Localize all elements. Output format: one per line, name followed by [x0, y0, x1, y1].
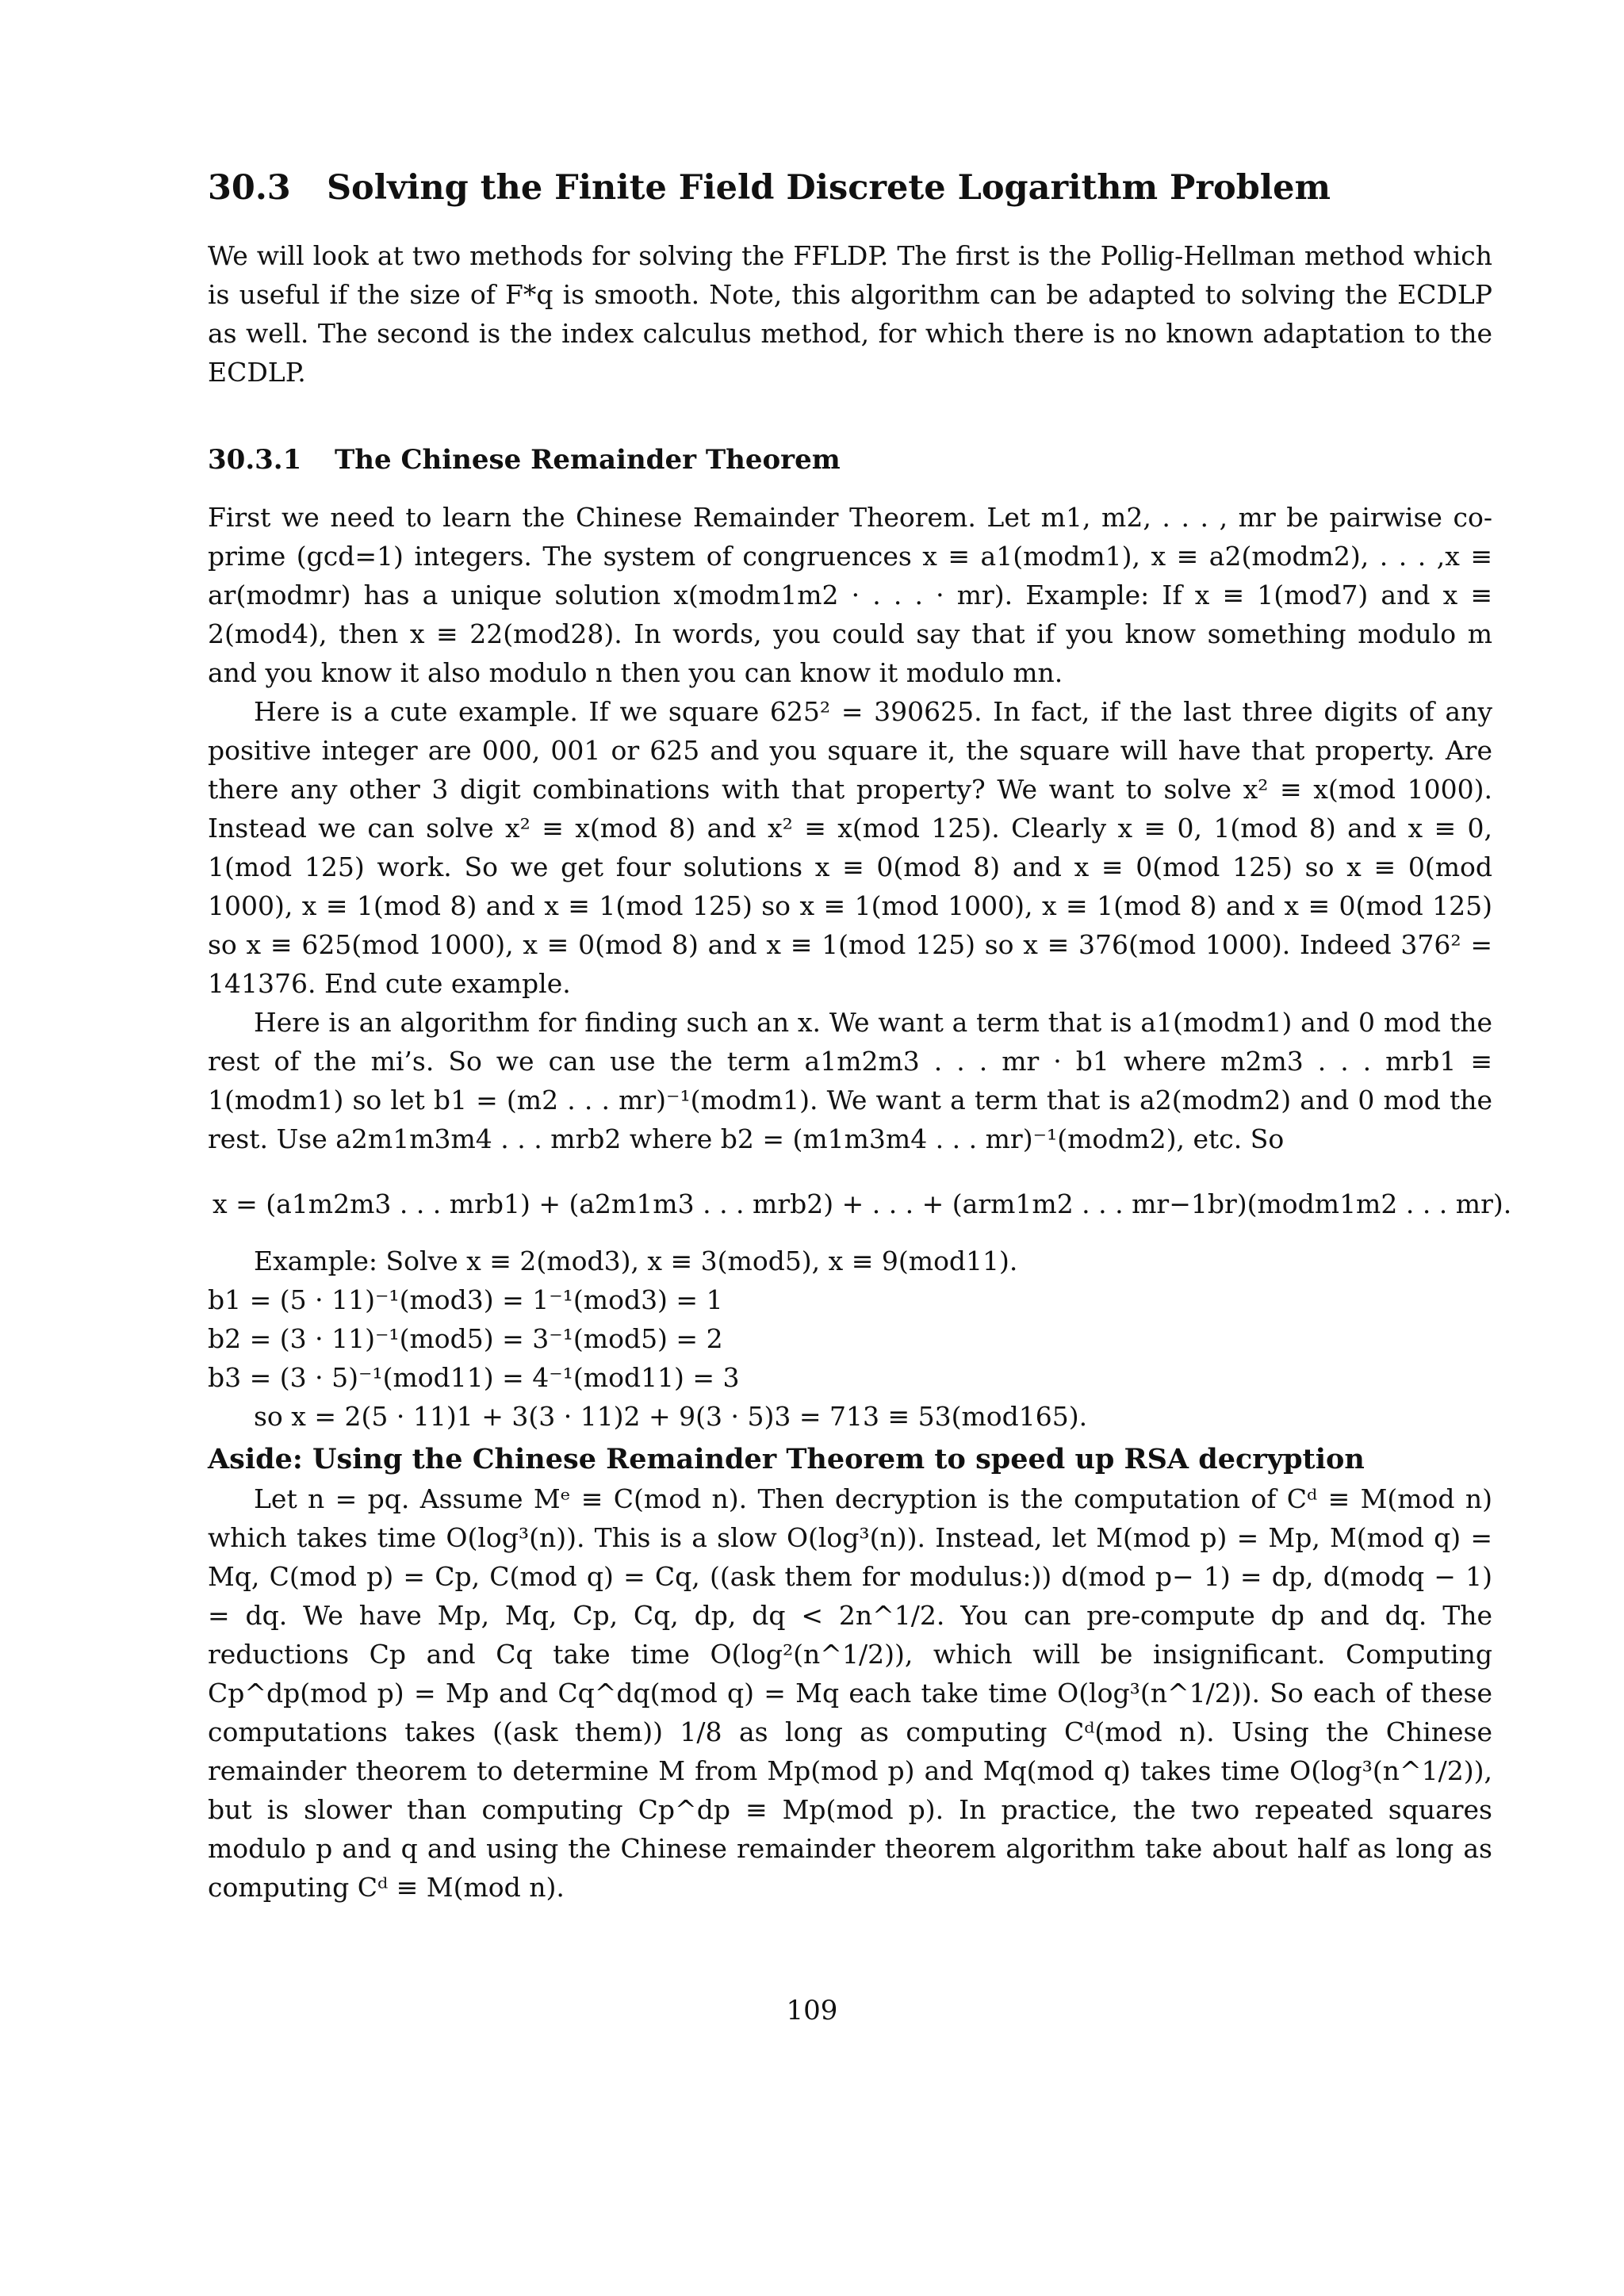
aside-heading: Aside: Using the Chinese Remainder Theorem to speed up RSA decryption	[208, 1443, 1365, 1475]
example-intro: Example: Solve x ≡ 2(mod3), x ≡ 3(mod5), x ≡ 9(mod11).	[254, 1246, 1018, 1276]
aside-paragraph: Let n = pq. Assume Mᵉ ≡ C(mod n). Then decryption is the computation of Cᵈ ≡ M(mod n) which takes time O(log³(n)). This is a slow O(log³(n)). Instead, let M(mod p) = Mp, M(mod q) = Mq, C(mod p) = Cp, C(mod q) = Cq, ((ask them for modulus:)) d(mod p− 1) = dp, d(modq − 1) = dq. We have Mp, Mq, Cp, Cq, dp, dq < 2n^1/2. You can pre-compute dp and dq. The reductions Cp and Cq take time O(log²(n^1/2)), which will be insignificant. Computing Cp^dp(mod p) = Mp and Cq^dq(mod q) = Mq each take time O(log³(n^1/2)). So each of these computations takes ((ask them)) 1/8 as long as computing Cᵈ(mod n). Using the Chinese remainder theorem to determine M from Mp(mod p) and Mq(mod q) takes time O(log³(n^1/2)), but is slower than computing Cp^dp ≡ Mp(mod p). In practice, the two repeated squares modulo p and q and using the Chinese remainder theorem algorithm take about half as long as computing Cᵈ ≡ M(mod n).	[208, 1483, 1492, 1903]
section-title: Solving the Finite Field Discrete Logarithm Problem	[327, 168, 1331, 208]
intro-paragraph: We will look at two methods for solving the FFLDP. The first is the Pollig-Hellman method which is useful if the size of F*q is smooth. Note, this algorithm can be adapted to solving the ECDLP as well. The second is the index calculus method, for which there is no known adaptation to the ECDLP.	[208, 240, 1492, 388]
section-number: 30.3	[208, 168, 291, 208]
algorithm-paragraph: Here is an algorithm for finding such an x. We want a term that is a1(modm1) and 0 mod the rest of the mi’s. So we can use the term a1m2m3 . . . mr · b1 where m2m3 . . . mrb1 ≡ 1(modm1) so let b1 = (m2 . . . mr)⁻¹(modm1). We want a term that is a2(modm2) and 0 mod the rest. Use a2m1m3m4 . . . mrb2 where b2 = (m1m3m4 . . . mr)⁻¹(modm2), etc. So	[208, 1007, 1492, 1154]
example-b3: b3 = (3 · 5)⁻¹(mod11) = 4⁻¹(mod11) = 3	[208, 1362, 740, 1393]
subsection-number: 30.3.1	[208, 444, 302, 476]
cute-example-paragraph: Here is a cute example. If we square 625² = 390625. In fact, if the last three digits of any positive integer are 000, 001 or 625 and you square it, the square will have that property. Are there any other 3 digit combinations with that property? We want to solve x² ≡ x(mod 1000). Instead we can solve x² ≡ x(mod 8) and x² ≡ x(mod 125). Clearly x ≡ 0, 1(mod 8) and x ≡ 0, 1(mod 125) work. So we get four solutions x ≡ 0(mod 8) and x ≡ 0(mod 125) so x ≡ 0(mod 1000), x ≡ 1(mod 8) and x ≡ 1(mod 125) so x ≡ 1(mod 1000), x ≡ 1(mod 8) and x ≡ 0(mod 125) so x ≡ 625(mod 1000), x ≡ 0(mod 8) and x ≡ 1(mod 125) so x ≡ 376(mod 1000). Indeed 376² = 141376. End cute example.	[208, 696, 1492, 999]
subsection-heading	[208, 444, 841, 476]
example-solution: so x = 2(5 · 11)1 + 3(3 · 11)2 + 9(3 · 5)3 = 713 ≡ 53(mod165).	[254, 1401, 1088, 1432]
example-b2: b2 = (3 · 11)⁻¹(mod5) = 3⁻¹(mod5) = 2	[208, 1323, 723, 1354]
crt-equation: x = (a1m2m3 . . . mrb1) + (a2m1m3 . . . mrb2) + . . . + (arm1m2 . . . mr−1br)(modm1m2 . . . mr).	[213, 1188, 1512, 1219]
crt-paragraph: First we need to learn the Chinese Remainder Theorem. Let m1, m2, . . . , mr be pairwise co-prime (gcd=1) integers. The system of congruences x ≡ a1(modm1), x ≡ a2(modm2), . . . ,x ≡ ar(modmr) has a unique solution x(modm1m2 · . . . · mr). Example: If x ≡ 1(mod7) and x ≡ 2(mod4), then x ≡ 22(mod28). In words, you could say that if you know something modulo m and you know it also modulo n then you can know it modulo mn.	[208, 502, 1492, 688]
example-b1: b1 = (5 · 11)⁻¹(mod3) = 1⁻¹(mod3) = 1	[208, 1284, 723, 1315]
page-number: 109	[786, 1995, 838, 2026]
subsection-title: The Chinese Remainder Theorem	[335, 444, 841, 476]
section-heading	[208, 168, 1331, 208]
